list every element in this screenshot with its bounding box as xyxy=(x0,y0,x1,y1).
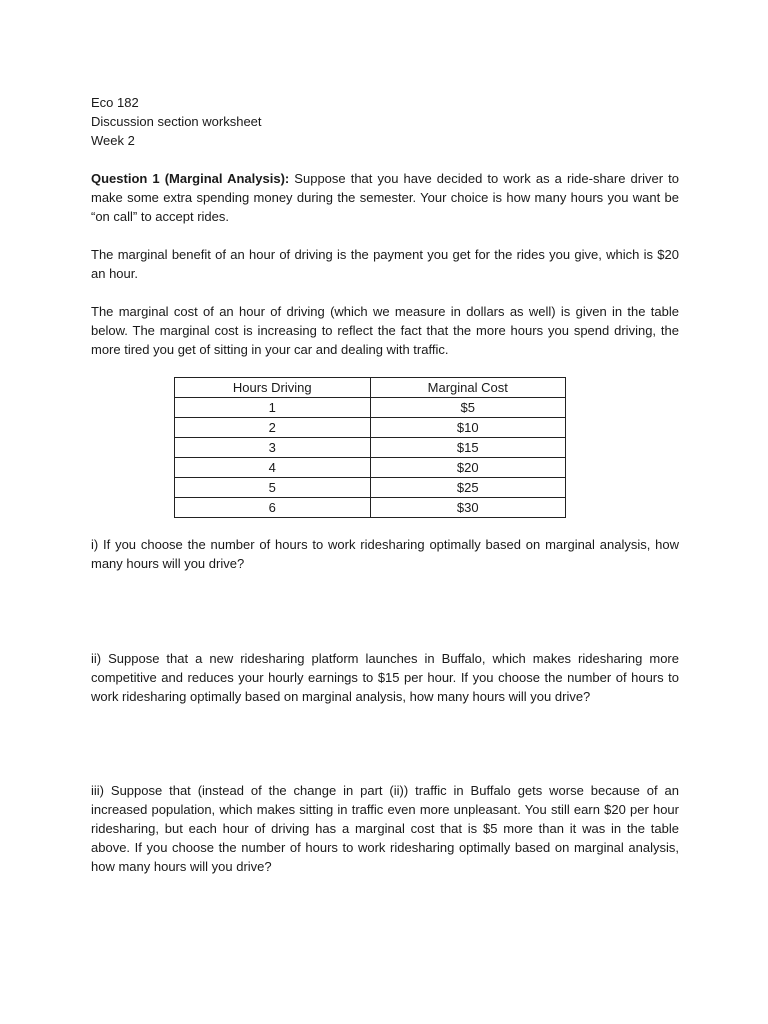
table-header-row xyxy=(175,378,566,398)
marginal-cost-table xyxy=(174,377,566,518)
question-1-intro-text: Suppose that you have decided to work as a ride-share driver to make some extra spending money during the semester. Your choice is how many hours you want be “on call” to accept rides. xyxy=(91,171,679,224)
part-ii-question: ii) Suppose that a new ridesharing platform launches in Buffalo, which makes ridesharing more competitive and reduces your hourly earnings to $15 per hour. If you choose the number of hours to work ridesharing optimally based on marginal analysis, how many hours will you drive? xyxy=(91,651,679,704)
cost-cell: $30 xyxy=(370,498,566,518)
marginal-benefit-paragraph: The marginal benefit of an hour of driving is the payment you get for the rides you give, which is $20 an hour. xyxy=(91,247,679,281)
cost-cell: $20 xyxy=(370,458,566,478)
table-row xyxy=(175,458,566,478)
week-label: Week 2 xyxy=(91,133,135,148)
question-1-intro xyxy=(91,169,679,226)
part-i-question: i) If you choose the number of hours to work ridesharing optimally based on marginal analysis, how many hours will you drive? xyxy=(91,537,679,571)
cost-cell: $25 xyxy=(370,478,566,498)
course-name: Eco 182 xyxy=(91,95,139,110)
table-row xyxy=(175,478,566,498)
cost-cell: $15 xyxy=(370,438,566,458)
hours-cell: 2 xyxy=(175,418,371,438)
table-row xyxy=(175,398,566,418)
table-row xyxy=(175,418,566,438)
hours-cell: 1 xyxy=(175,398,371,418)
hours-cell: 3 xyxy=(175,438,371,458)
marginal-cost-paragraph: The marginal cost of an hour of driving (which we measure in dollars as well) is given in the table below. The marginal cost is increasing to reflect the fact that the more hours you spend driving, the more tired you get of sitting in your car and dealing with traffic. xyxy=(91,304,679,357)
table-row xyxy=(175,438,566,458)
part-iii-question: iii) Suppose that (instead of the change in part (ii)) traffic in Buffalo gets worse because of an increased population, which makes sitting in traffic even more unpleasant. You still earn $20 per hour ridesharing, but each hour of driving has a marginal cost that is $5 more than it was in the table above. If you choose the number of hours to work ridesharing optimally based on marginal analysis, how many hours will you drive? xyxy=(91,783,679,874)
table-row xyxy=(175,498,566,518)
hours-cell: 6 xyxy=(175,498,371,518)
table-header-hours: Hours Driving xyxy=(175,378,371,398)
hours-cell: 4 xyxy=(175,458,371,478)
worksheet-page xyxy=(91,93,679,359)
cost-cell: $10 xyxy=(370,418,566,438)
hours-cell: 5 xyxy=(175,478,371,498)
worksheet-title: Discussion section worksheet xyxy=(91,114,262,129)
cost-cell: $5 xyxy=(370,398,566,418)
table-header-cost: Marginal Cost xyxy=(370,378,566,398)
question-1-label: Question 1 (Marginal Analysis): xyxy=(91,171,290,186)
